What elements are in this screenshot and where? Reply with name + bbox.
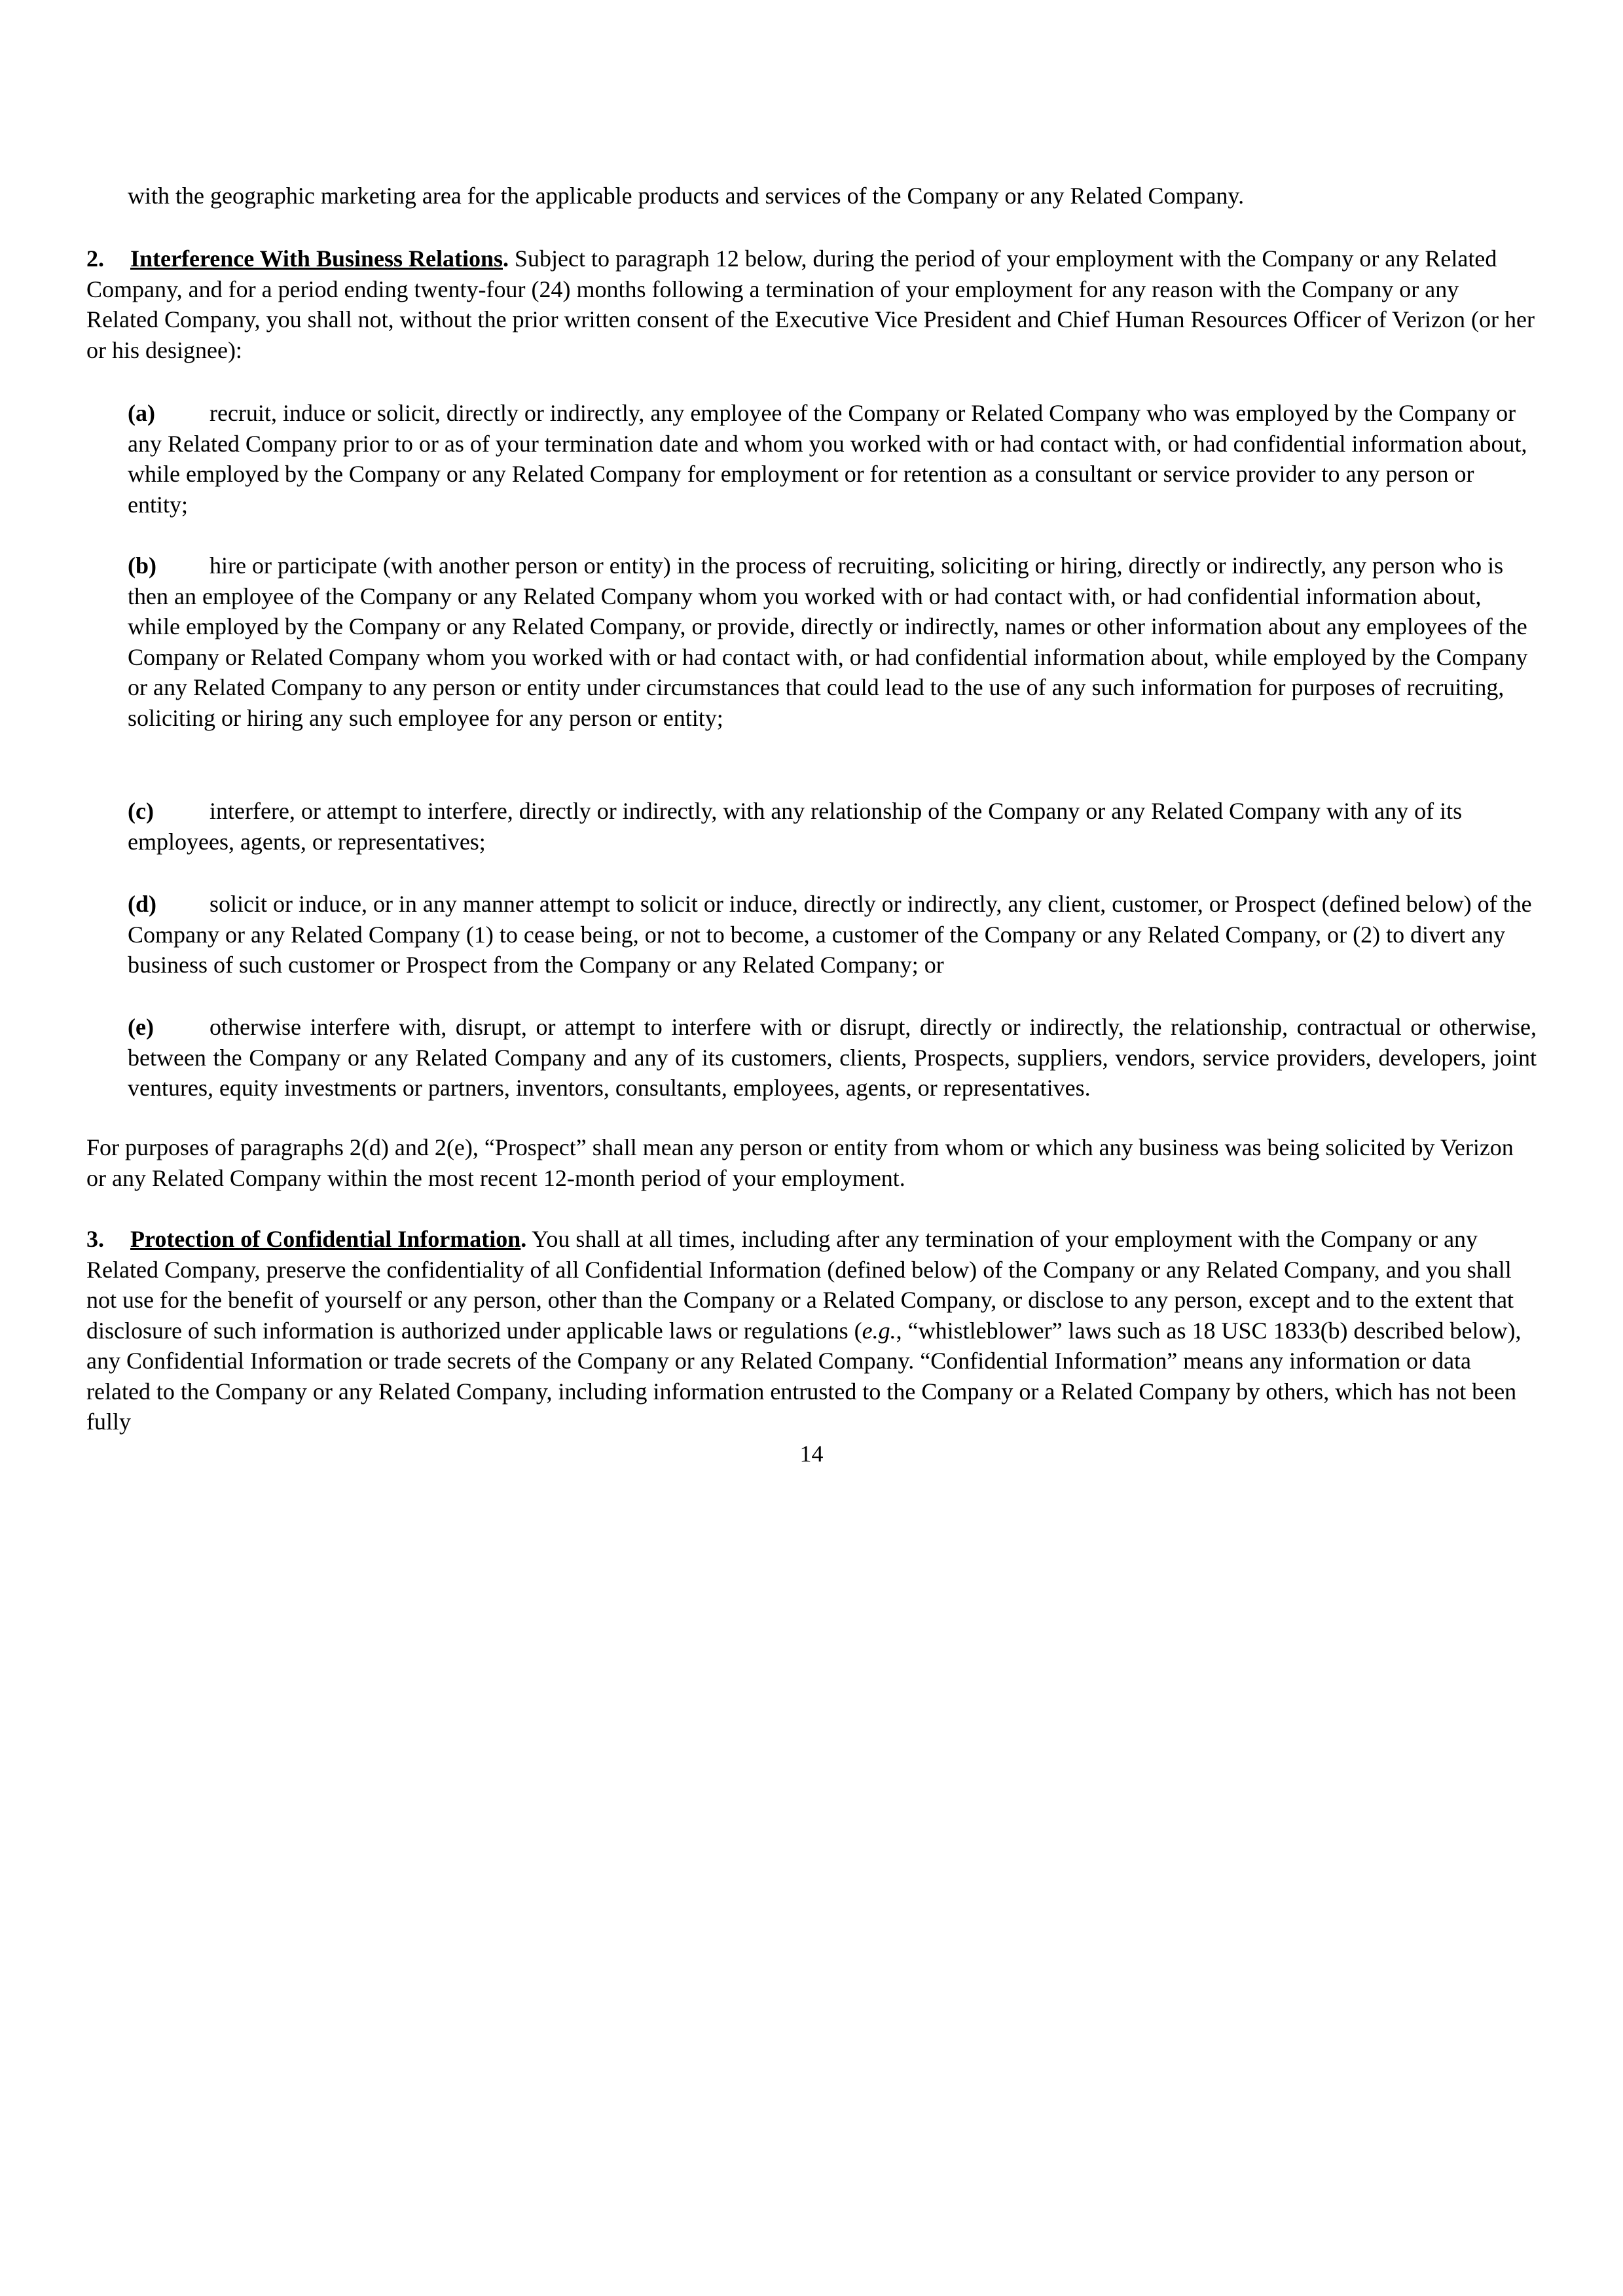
item-label: (c) [128, 798, 154, 824]
list-item [128, 398, 1537, 520]
item-label: (e) [128, 1014, 154, 1040]
list-item [128, 889, 1537, 980]
section-3-text-continued: , “whistleblower” laws such as 18 USC 1833(b) described below), any Confidential Information or trade secrets of the Company or any Related Company. “Confidential Information” means any information or data related to the Company or any Related Company, including information entrusted to the Company or a Related Company by others, which has not been fully [86, 1317, 1522, 1435]
section-3-paragraph: 3. Protection of Confidential Information. You shall at all times, including after any termination of your employment with the Company or any Related Company, preserve the confidentiality of all Confidential Information (defined below) of the Company or any Related Company, and you shall not use for the benefit of yourself or any person, other than the Company or a Related Company, or disclose to any person, except and to the extent that disclosure of such information is authorized under applicable laws or regulations (e.g., “whistleblower” laws such as 18 USC 1833(b) described below), any Confidential Information or trade secrets of the Company or any Related Company. “Confidential Information” means any information or data related to the Company or any Related Company, including information entrusted to the Company or a Related Company by others, which has not been fully [86, 1226, 1522, 1435]
item-label: (b) [128, 552, 156, 579]
item-text: solicit or induce, or in any manner attempt to solicit or induce, directly or indirectly, any client, customer, or Prospect (defined below) of the Company or any Related Company (1) to cease being, or not to become, a customer of the Company or any Related Company, or (2) to divert any business of such customer or Prospect from the Company or any Related Company; or [128, 891, 1532, 978]
list-item [128, 1012, 1537, 1103]
item-text: otherwise interfere with, disrupt, or attempt to interfere with or disrupt, directly or indirectly, the relationship, contractual or otherwise, between the Company or any Related Company and any of its customers, clients, Prospects, suppliers, vendors, service providers, developers, joint ventures, equity investments or partners, inventors, consultants, employees, agents, or representatives. [128, 1014, 1537, 1101]
continuation-text: with the geographic marketing area for the applicable products and services of the Company or any Related Company. [128, 183, 1245, 209]
prospect-definition-paragraph [86, 1132, 1537, 1193]
prospect-definition-text: For purposes of paragraphs 2(d) and 2(e), “Prospect” shall mean any person or entity from whom or which any business was being solicited by Verizon or any Related Company within the most recent 12-month period of your employment. [86, 1134, 1514, 1191]
item-text: recruit, induce or solicit, directly or indirectly, any employee of the Company or Related Company who was employed by the Company or any Related Company prior to or as of your termination date and whom you worked with or had contact with, or had confidential information about, while employed by the Company or any Related Company for employment or for retention as a consultant or service provider to any person or entity; [128, 400, 1527, 518]
continuation-paragraph [128, 181, 1537, 211]
section-2-intro: 2. Interference With Business Relations. Subject to paragraph 12 below, during the period of your employment with the Company or any Related Company, and for a period ending twenty-four (24) months following a termination of your employment for any reason with the Company or any Related Company, you shall not, without the prior written consent of the Executive Vice President and Chief Human Resources Officer of Verizon (or her or his designee): [86, 245, 1535, 363]
item-text: hire or participate (with another person or entity) in the process of recruiting, soliciting or hiring, directly or indirectly, any person who is then an employee of the Company or any Related Company whom you worked with or had contact with, or had confidential information about, while employed by the Company or any Related Company, or provide, directly or indirectly, names or other information about any employees of the Company or Related Company whom you worked with or had contact with, or had confidential information about, while employed by the Company or any Related Company to any person or entity under circumstances that could lead to the use of any such information for purposes of recruiting, soliciting or hiring any such employee for any person or entity; [128, 552, 1528, 731]
section-2-title: Interference With Business Relations [130, 245, 503, 272]
item-label: (a) [128, 400, 155, 426]
list-item [128, 796, 1537, 857]
section-3-text: You shall at all times, including after any termination of your employment with the Company or any Related Company, preserve the confidentiality of all Confidential Information (defined below) of the Company or any Related Company, and you shall not use for the benefit of yourself or any person, other than the Company or a Related Company, or disclose to any person, except and to the extent that disclosure of such information is authorized under applicable laws or regulations ( [86, 1226, 1514, 1344]
section-2-intro-text: Subject to paragraph 12 below, during the period of your employment with the Company or any Related Company, and for a period ending twenty-four (24) months following a termination of your employment for any reason with the Company or any Related Company, you shall not, without the prior written consent of the Executive Vice President and Chief Human Resources Officer of Verizon (or her or his designee): [86, 245, 1535, 363]
page-number: 14 [799, 1441, 824, 1467]
list-item [128, 550, 1537, 733]
item-label: (d) [128, 891, 156, 917]
section-3-eg: e.g. [862, 1317, 896, 1344]
section-3-title: Protection of Confidential Information [130, 1226, 521, 1252]
section-3-number: 3. [86, 1226, 104, 1252]
section-2-number: 2. [86, 245, 104, 272]
item-text: interfere, or attempt to interfere, directly or indirectly, with any relationship of the Company or any Related Company with any of its employees, agents, or representatives; [128, 798, 1463, 855]
